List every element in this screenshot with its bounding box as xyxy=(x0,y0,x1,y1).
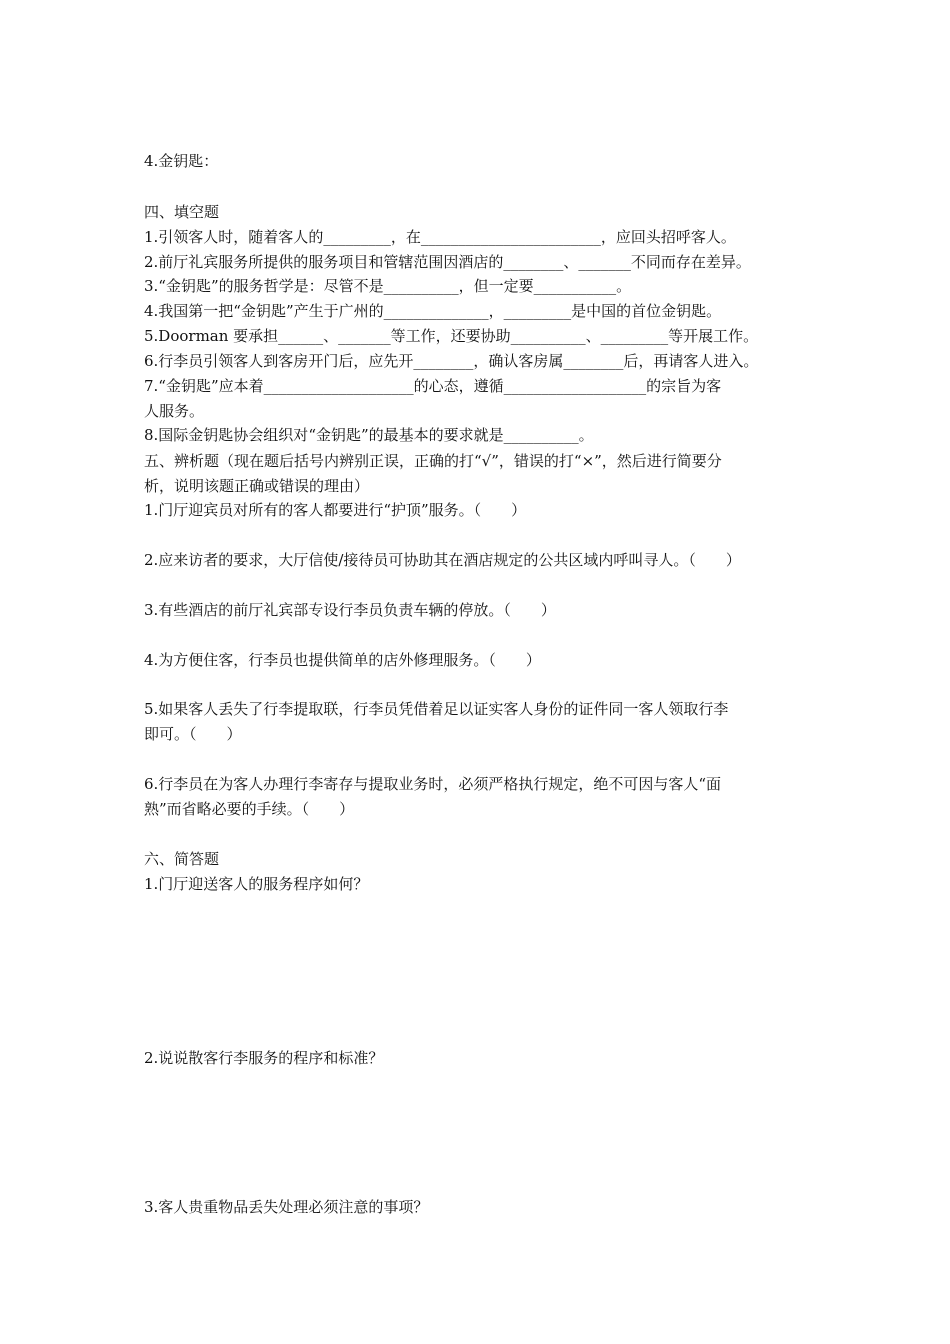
fill-blank-q1: 1.引领客人时，随着客人的_________，在________________________，应回头招呼客人。 xyxy=(144,228,736,246)
fill-blank-q3: 3.“金钥匙”的服务哲学是：尽管不是__________，但一定要___________。 xyxy=(144,277,632,295)
fill-blank-q6: 6.行李员引领客人到客房开门后，应先开________，确认客房属________后，再请客人进入。 xyxy=(144,352,759,370)
fill-blank-q2: 2.前厅礼宾服务所提供的服务项目和管辖范围因酒店的________、_______不同而存在差异。 xyxy=(144,253,751,271)
fill-blank-q8: 8.国际金钥匙协会组织对“金钥匙”的最基本的要求就是__________。 xyxy=(144,426,594,444)
analysis-q5: 5.如果客人丢失了行李提取联，行李员凭借着足以证实客人身份的证件同一客人领取行李 xyxy=(144,700,729,718)
analysis-q3: 3.有些酒店的前厅礼宾部专设行李员负责车辆的停放。（ ） xyxy=(144,601,556,619)
short-answer-q1: 1.门厅迎送客人的服务程序如何？ xyxy=(144,875,369,893)
analysis-q2: 2.应来访者的要求，大厅信使/接待员可协助其在酒店规定的公共区域内呼叫寻人。（ ） xyxy=(144,551,741,569)
term-item-golden-key: 4.金钥匙： xyxy=(144,152,219,170)
section-title-analysis-cont: 析，说明该题正确或错误的理由） xyxy=(144,477,370,495)
fill-blank-q5: 5.Doorman 要承担______、_______等工作，还要协助__________、_________等开展工作。 xyxy=(144,327,759,345)
section-title-fill-blank: 四、填空题 xyxy=(144,203,220,221)
fill-blank-q7-cont: 人服务。 xyxy=(144,402,205,420)
analysis-q4: 4.为方便住客，行李员也提供简单的店外修理服务。（ ） xyxy=(144,651,541,669)
analysis-q6-cont: 熟”而省略必要的手续。（ ） xyxy=(144,800,355,818)
analysis-q1: 1.门厅迎宾员对所有的客人都要进行“护顶”服务。（ ） xyxy=(144,501,527,519)
section-title-short-answer: 六、简答题 xyxy=(144,850,220,868)
analysis-q6: 6.行李员在为客人办理行李寄存与提取业务时，必须严格执行规定，绝不可因与客人“面 xyxy=(144,775,721,793)
fill-blank-q7: 7.“金钥匙”应本着____________________的心态，遵循___________________的宗旨为客 xyxy=(144,377,722,395)
short-answer-q3: 3.客人贵重物品丢失处理必须注意的事项？ xyxy=(144,1198,429,1216)
section-title-analysis: 五、辨析题（现在题后括号内辨别正误，正确的打“√”，错误的打“×”，然后进行简要分 xyxy=(144,452,722,470)
fill-blank-q4: 4.我国第一把“金钥匙”产生于广州的______________，_________是中国的首位金钥匙。 xyxy=(144,302,722,320)
analysis-q5-cont: 即可。（ ） xyxy=(144,725,242,743)
short-answer-q2: 2.说说散客行李服务的程序和标准？ xyxy=(144,1049,384,1067)
